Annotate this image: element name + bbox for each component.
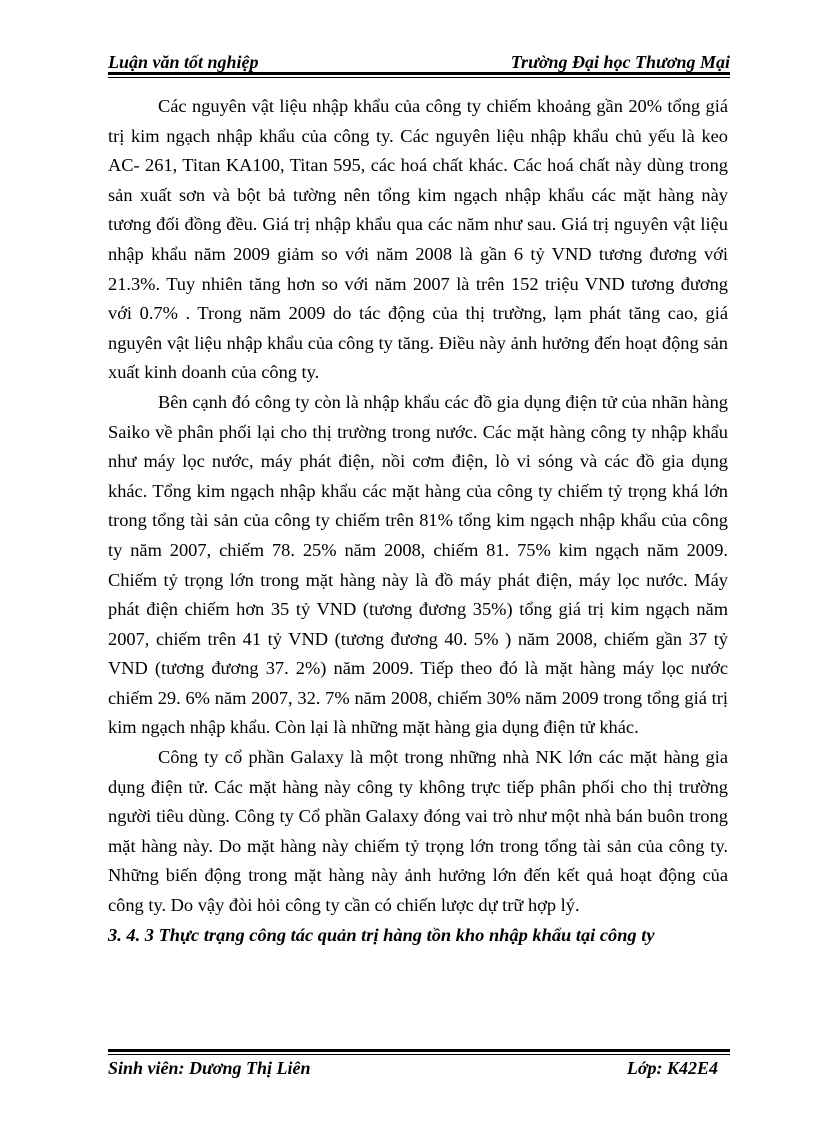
- paragraph-household-electronics: Bên cạnh đó công ty còn là nhập khẩu các đồ gia dụng điện tử của nhãn hàng Saiko về phân phối lại cho thị trường trong nước. Các mặt hàng công ty nhập khẩu như máy lọc nước, máy phát điện, nồi cơm điện, lò vi sóng và các đồ gia dụng khác. Tổng kim ngạch nhập khẩu các mặt hàng của công ty chiếm tỷ trọng khá lớn trong tổng tài sản của công ty chiếm trên 81% tổng kim ngạch nhập khẩu của công ty năm 2007, chiếm 78. 25% năm 2008, chiếm 81. 75% kim ngạch năm 2009. Chiếm tỷ trọng lớn trong mặt hàng này là đồ máy phát điện, máy lọc nước. Máy phát điện chiếm hơn 35 tỷ VND (tương đương 35%) tổng giá trị kim ngạch năm 2007, chiếm trên 41 tỷ VND (tương đương 40. 5% ) năm 2008, chiếm gần 37 tỷ VND (tương đương 37. 2%) năm 2009. Tiếp theo đó là mặt hàng máy lọc nước chiếm 29. 6% năm 2007, 32. 7% năm 2008, chiếm 30% năm 2009 trong tổng giá trị kim ngạch nhập khẩu. Còn lại là những mặt hàng gia dụng điện tử khác.: [108, 391, 728, 738]
- footer-student-name: Sinh viên: Dương Thị Liên: [108, 1057, 311, 1078]
- page-footer: [108, 1055, 730, 1081]
- document-body: [108, 92, 728, 950]
- header-thesis-label: Luận văn tốt nghiệp: [108, 52, 259, 72]
- header-university-name: Trường Đại học Thương Mại: [510, 52, 730, 72]
- paragraph-imported-materials: Các nguyên vật liệu nhập khẩu của công ty chiếm khoảng gần 20% tổng giá trị kim ngạch nhập khẩu của công ty. Các nguyên liệu nhập khẩu chủ yếu là keo AC- 261, Titan KA100, Titan 595, các hoá chất khác. Các hoá chất này dùng trong sản xuất sơn và bột bả tường nên tổng kim ngạch nhập khẩu các mặt hàng này tương đối đồng đều. Giá trị nhập khẩu qua các năm như sau. Giá trị nguyên vật liệu nhập khẩu năm 2009 giảm so với năm 2008 là gần 6 tỷ VND tương đương với 21.3%. Tuy nhiên tăng hơn so với năm 2007 là trên 152 triệu VND tương đương với 0.7% . Trong năm 2009 do tác động của thị trường, lạm phát tăng cao, giá nguyên vật liệu nhập khẩu của công ty tăng. Điều này ảnh hưởng đến hoạt động sản xuất kinh doanh của công ty.: [108, 96, 728, 383]
- page-header: [108, 47, 730, 73]
- section-heading: 3. 4. 3 Thực trạng công tác quản trị hàng tồn kho nhập khẩu tại công ty: [108, 924, 655, 945]
- header-rule: [108, 72, 730, 78]
- paragraph-galaxy-company: Công ty cổ phần Galaxy là một trong những nhà NK lớn các mặt hàng gia dụng điện tử. Các mặt hàng này công ty không trực tiếp phân phối cho thị trường người tiêu dùng. Công ty Cổ phần Galaxy đóng vai trò như một nhà bán buôn trong mặt hàng này. Do mặt hàng này chiếm tỷ trọng lớn trong tổng tài sản của công ty. Những biến động trong mặt hàng này ảnh hưởng lớn đến kết quả hoạt động của công ty. Do vậy đòi hỏi công ty cần có chiến lược dự trữ hợp lý.: [108, 747, 728, 916]
- footer-class-code: Lớp: K42E4: [626, 1057, 718, 1078]
